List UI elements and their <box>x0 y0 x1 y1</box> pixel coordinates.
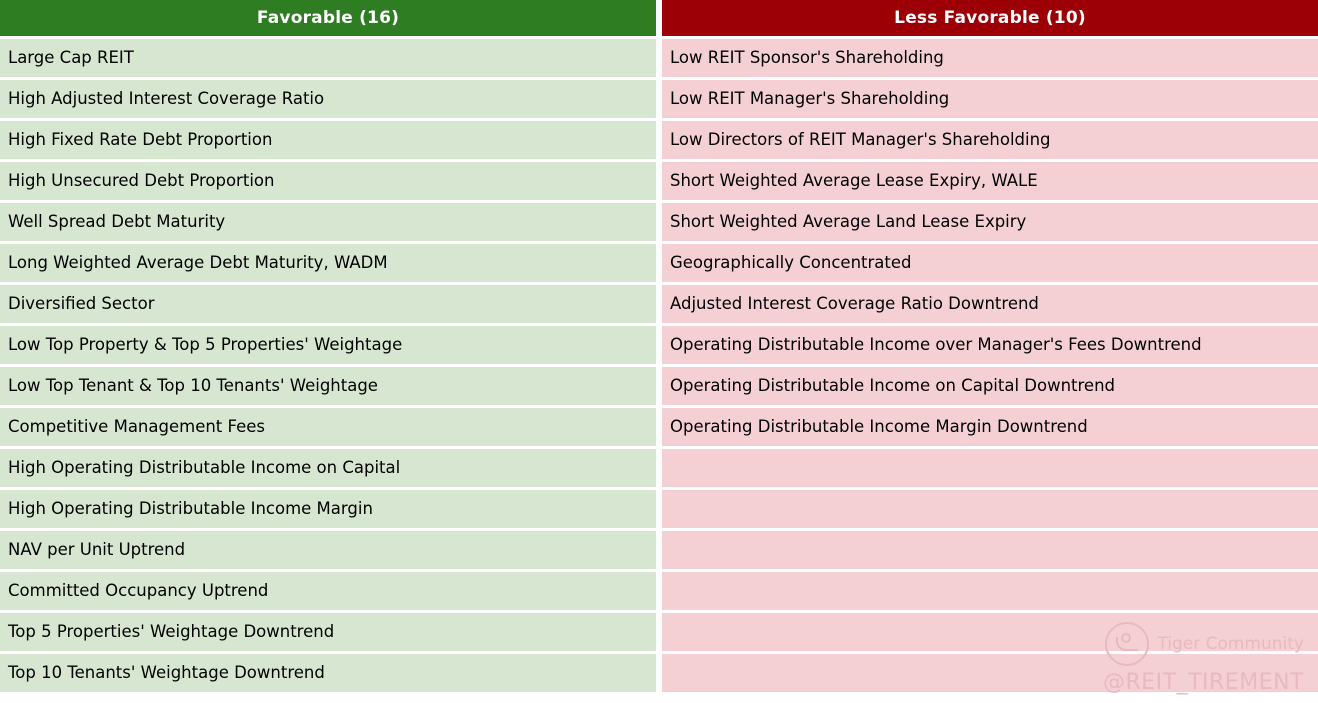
list-item: High Adjusted Interest Coverage Ratio <box>0 80 656 118</box>
list-item: High Operating Distributable Income Margin <box>0 490 656 528</box>
list-item: Large Cap REIT <box>0 39 656 77</box>
list-item: Diversified Sector <box>0 285 656 323</box>
less-favorable-column <box>662 0 1318 703</box>
watermark-handle: @REIT_TIREMENT <box>1102 670 1304 695</box>
list-item-empty <box>662 654 1318 692</box>
list-item: NAV per Unit Uptrend <box>0 531 656 569</box>
list-item-empty <box>662 531 1318 569</box>
list-item: Committed Occupancy Uptrend <box>0 572 656 610</box>
list-item: Low REIT Manager's Shareholding <box>662 80 1318 118</box>
list-item-empty <box>662 613 1318 651</box>
list-item: Top 5 Properties' Weightage Downtrend <box>0 613 656 651</box>
list-item: High Fixed Rate Debt Proportion <box>0 121 656 159</box>
list-item: Short Weighted Average Lease Expiry, WALE <box>662 162 1318 200</box>
list-item: Low Directors of REIT Manager's Shareholding <box>662 121 1318 159</box>
list-item: Top 10 Tenants' Weightage Downtrend <box>0 654 656 692</box>
favorable-column <box>0 0 656 703</box>
list-item-empty <box>662 449 1318 487</box>
list-item: Operating Distributable Income over Manager's Fees Downtrend <box>662 326 1318 364</box>
list-item: Low REIT Sponsor's Shareholding <box>662 39 1318 77</box>
favorable-column-header: Favorable (16) <box>0 0 656 36</box>
list-item: High Unsecured Debt Proportion <box>0 162 656 200</box>
list-item-empty <box>662 572 1318 610</box>
list-item: Operating Distributable Income on Capital Downtrend <box>662 367 1318 405</box>
list-item: High Operating Distributable Income on Capital <box>0 449 656 487</box>
list-item: Long Weighted Average Debt Maturity, WADM <box>0 244 656 282</box>
list-item: Competitive Management Fees <box>0 408 656 446</box>
watermark-brand-label: Tiger Community <box>1157 634 1304 654</box>
list-item: Geographically Concentrated <box>662 244 1318 282</box>
list-item: Well Spread Debt Maturity <box>0 203 656 241</box>
list-item: Low Top Property & Top 5 Properties' Weightage <box>0 326 656 364</box>
list-item: Low Top Tenant & Top 10 Tenants' Weightage <box>0 367 656 405</box>
list-item: Operating Distributable Income Margin Downtrend <box>662 408 1318 446</box>
list-item-empty <box>662 490 1318 528</box>
list-item: Short Weighted Average Land Lease Expiry <box>662 203 1318 241</box>
less-favorable-column-header: Less Favorable (10) <box>662 0 1318 36</box>
list-item: Adjusted Interest Coverage Ratio Downtrend <box>662 285 1318 323</box>
